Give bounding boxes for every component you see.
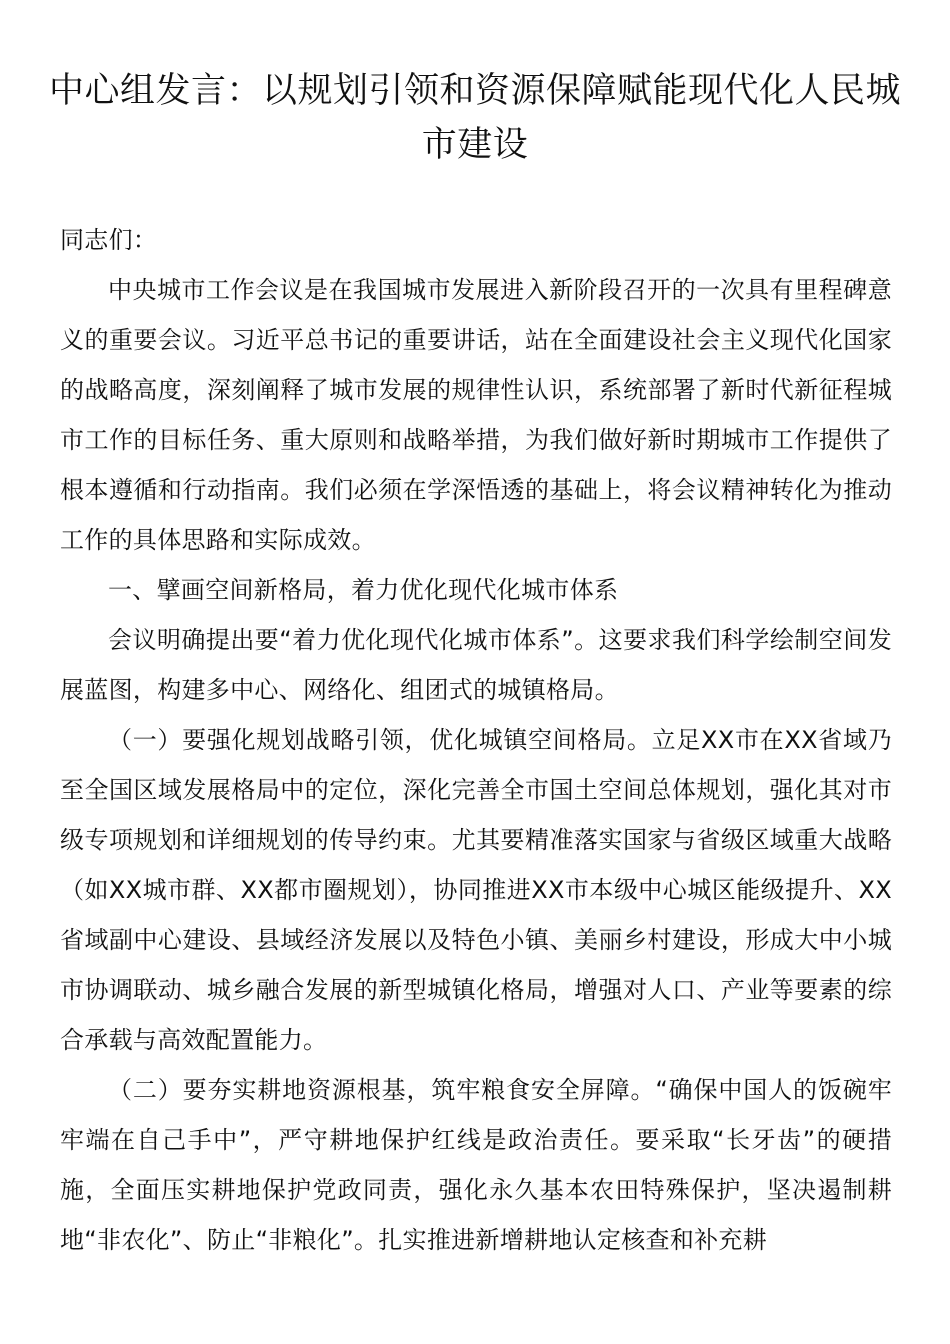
salutation: 同志们： (60, 226, 158, 254)
paragraph-item-1: （一）要强化规划战略引领，优化城镇空间格局。立足XX市在XX省域乃至全国区域发展格局中的定位，深化完善全市国土空间总体规划，强化其对市级专项规划和详细规划的传导约束。尤其要精准落实国家与省级区域重大战略（如XX城市群、XX都市圈规划），协同推进XX市本级中心城区能级提升、XX省域副中心建设、县域经济发展以及特色小镇、美丽乡村建设，形成大中小城市协调联动、城乡融合发展的新型城镇化格局，增强对人口、产业等要素的综合承载与高效配置能力。 (60, 726, 892, 1054)
section-heading-1: 一、擘画空间新格局，着力优化现代化城市体系 (108, 576, 619, 604)
paragraph-intro: 中央城市工作会议是在我国城市发展进入新阶段召开的一次具有里程碑意义的重要会议。习近平总书记的重要讲话，站在全面建设社会主义现代化国家的战略高度，深刻阐释了城市发展的规律性认识，系统部署了新时代新征程城市工作的目标任务、重大原则和战略举措，为我们做好新时期城市工作提供了根本遵循和行动指南。我们必须在学深悟透的基础上，将会议精神转化为推动工作的具体思路和实际成效。 (60, 276, 892, 554)
document-title: 中心组发言：以规划引领和资源保障赋能现代化人民城市建设 (48, 71, 901, 165)
paragraph-section-1-intro: 会议明确提出要“着力优化现代化城市体系”。这要求我们科学绘制空间发展蓝图，构建多中心、网络化、组团式的城镇格局。 (60, 626, 892, 704)
document-body (60, 215, 892, 1265)
paragraph-item-2: （二）要夯实耕地资源根基，筑牢粮食安全屏障。“确保中国人的饭碗牢牢端在自己手中”，严守耕地保护红线是政治责任。要采取“长牙齿”的硬措施，全面压实耕地保护党政同责，强化永久基本农田特殊保护，坚决遏制耕地“非农化”、防止“非粮化”。扎实推进新增耕地认定核查和补充耕 (60, 1076, 892, 1254)
